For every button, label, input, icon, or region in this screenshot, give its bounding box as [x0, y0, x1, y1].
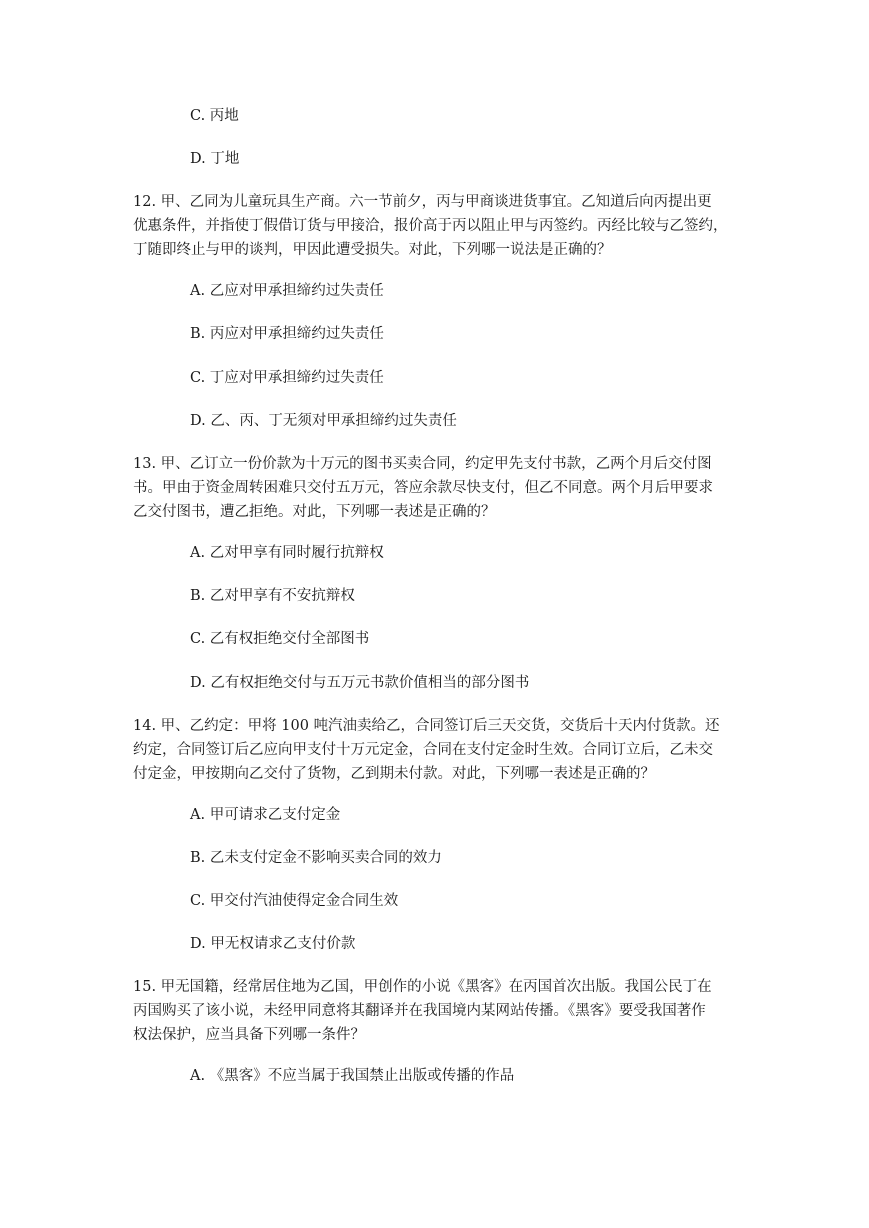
q14-stem-line-2: 约定，合同签订后乙应向甲支付十万元定金，合同在支付定金时生效。合同订立后，乙未交	[133, 742, 713, 758]
q13-stem-line-1: 13. 甲、乙订立一份价款为十万元的图书买卖合同，约定甲先支付书款，乙两个月后交付图	[133, 456, 712, 472]
q14-option-d: D. 甲无权请求乙支付价款	[190, 936, 356, 952]
q13-option-b: B. 乙对甲享有不安抗辩权	[190, 588, 355, 604]
q12-option-b: B. 丙应对甲承担缔约过失责任	[190, 326, 384, 342]
q12-option-d: D. 乙、丙、丁无须对甲承担缔约过失责任	[190, 413, 457, 429]
q11-option-d: D. 丁地	[190, 151, 240, 167]
q14-stem-line-1: 14. 甲、乙约定：甲将 100 吨汽油卖给乙，合同签订后三天交货，交货后十天内付货款。还	[133, 718, 720, 734]
q14-stem-line-3: 付定金，甲按期向乙交付了货物，乙到期未付款。对此，下列哪一表述是正确的？	[133, 766, 655, 782]
q14-option-b: B. 乙未支付定金不影响买卖合同的效力	[190, 850, 442, 866]
q11-option-c: C. 丙地	[190, 108, 239, 124]
q15-stem-line-3: 权法保护，应当具备下列哪一条件？	[133, 1027, 365, 1043]
q12-stem-line-1: 12. 甲、乙同为儿童玩具生产商。六一节前夕，丙与甲商谈进货事宜。乙知道后向丙提出更	[133, 194, 712, 210]
q13-stem-line-2: 书。甲由于资金周转困难只交付五万元，答应余款尽快支付，但乙不同意。两个月后甲要求	[133, 480, 713, 496]
q14-option-c: C. 甲交付汽油使得定金合同生效	[190, 893, 399, 909]
q12-option-a: A. 乙应对甲承担缔约过失责任	[190, 283, 384, 299]
q13-option-d: D. 乙有权拒绝交付与五万元书款价值相当的部分图书	[190, 675, 530, 691]
q13-option-a: A. 乙对甲享有同时履行抗辩权	[190, 545, 384, 561]
q12-option-c: C. 丁应对甲承担缔约过失责任	[190, 370, 384, 386]
q15-stem-line-1: 15. 甲无国籍，经常居住地为乙国，甲创作的小说《黑客》在丙国首次出版。我国公民丁在	[133, 979, 712, 995]
q14-option-a: A. 甲可请求乙支付定金	[190, 807, 341, 823]
q12-stem-line-2: 优惠条件，并指使丁假借订货与甲接洽，报价高于丙以阻止甲与丙签约。丙经比较与乙签约，	[133, 218, 728, 234]
q13-stem-line-3: 乙交付图书，遭乙拒绝。对此，下列哪一表述是正确的？	[133, 504, 496, 520]
q15-option-a: A. 《黑客》不应当属于我国禁止出版或传播的作品	[190, 1068, 515, 1084]
q15-stem-line-2: 丙国购买了该小说，未经甲同意将其翻译并在我国境内某网站传播。《黑客》要受我国著作	[133, 1003, 706, 1019]
q12-stem-line-3: 丁随即终止与甲的谈判，甲因此遭受损失。对此，下列哪一说法是正确的？	[133, 242, 612, 258]
q13-option-c: C. 乙有权拒绝交付全部图书	[190, 631, 370, 647]
